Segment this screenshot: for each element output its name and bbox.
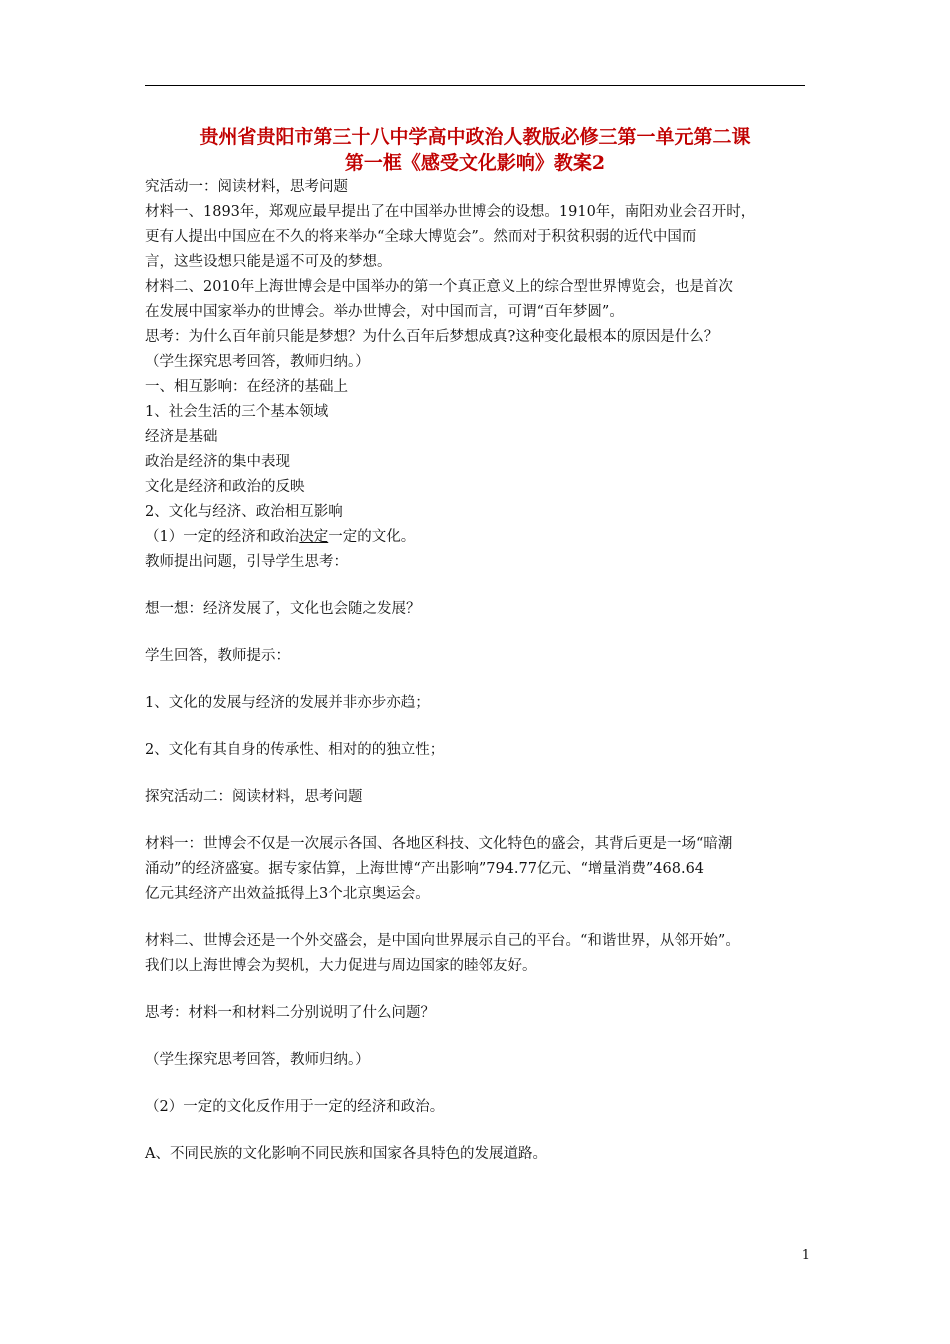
paragraph-line: 1、社会生活的三个基本领域: [145, 404, 329, 420]
underlined-term: 决定: [299, 529, 329, 545]
paragraph-line: 探究活动二：阅读材料，思考问题: [145, 789, 363, 805]
paragraph-line: 亿元其经济产出效益抵得上3个北京奥运会。: [145, 886, 430, 902]
header-rule: [145, 85, 805, 86]
paragraph-line: 文化是经济和政治的反映: [145, 479, 305, 495]
paragraph-line: 涌动”的经济盛宴。据专家估算，上海世博“产出影响”794.77亿元、“增量消费”468.64: [145, 861, 705, 877]
paragraph-line: （学生探究思考回答，教师归纳。）: [145, 354, 370, 370]
paragraph-line: A、不同民族的文化影响不同民族和国家各具特色的发展道路。: [145, 1146, 547, 1162]
line-text: （1）一定的经济和政治: [145, 529, 300, 545]
document-title-line-2: 第一框《感受文化影响》教案2: [344, 152, 606, 174]
paragraph-line: 思考：材料一和材料二分别说明了什么问题？: [145, 1005, 435, 1021]
paragraph-line: 2、文化与经济、政治相互影响: [145, 504, 343, 520]
section-heading: 一、相互影响：在经济的基础上: [145, 379, 348, 395]
paragraph-line: 想一想：经济发展了，文化也会随之发展？: [145, 601, 421, 617]
paragraph-line: 材料二、世博会还是一个外交盛会，是中国向世界展示自己的平台。“和谐世界，从邻开始”。: [145, 933, 740, 949]
paragraph-line: 1、文化的发展与经济的发展并非亦步亦趋；: [145, 695, 430, 711]
paragraph-line: 政治是经济的集中表现: [145, 454, 290, 470]
paragraph-line: （2）一定的文化反作用于一定的经济和政治。: [145, 1099, 445, 1115]
paragraph-line: 思考：为什么百年前只能是梦想？为什么百年后梦想成真?这种变化最根本的原因是什么？: [145, 329, 719, 345]
paragraph-line: 2、文化有其自身的传承性、相对的的独立性；: [145, 742, 445, 758]
paragraph-line: 教师提出问题，引导学生思考：: [145, 554, 348, 570]
paragraph-line: 学生回答，教师提示：: [145, 648, 290, 664]
paragraph-line: 我们以上海世博会为契机，大力促进与周边国家的睦邻友好。: [145, 958, 537, 974]
paragraph-line: （学生探究思考回答，教师归纳。）: [145, 1052, 370, 1068]
paragraph-line: 材料一：世博会不仅是一次展示各国、各地区科技、文化特色的盛会，其背后更是一场“暗潮: [145, 836, 733, 852]
paragraph-line: 言，这些设想只能是遥不可及的梦想。: [145, 254, 392, 270]
page-number: 1: [801, 1248, 810, 1263]
line-text: 一定的文化。: [328, 529, 416, 545]
document-title-line-1: 贵州省贵阳市第三十八中学高中政治人教版必修三第一单元第二课: [199, 126, 751, 148]
paragraph-line: 材料二、2010年上海世博会是中国举办的第一个真正意义上的综合型世界博览会，也是首次: [145, 279, 733, 295]
paragraph-line: [145, 527, 810, 547]
paragraph-line: 经济是基础: [145, 429, 218, 445]
paragraph-line: 究活动一：阅读材料，思考问题: [145, 179, 348, 195]
paragraph-line: 在发展中国家举办的世博会。举办世博会，对中国而言，可谓“百年梦圆”。: [145, 304, 624, 320]
paragraph-line: 更有人提出中国应在不久的将来举办“全球大博览会”。然而对于积贫积弱的近代中国而: [145, 229, 697, 245]
paragraph-line: 材料一、1893年，郑观应最早提出了在中国举办世博会的设想。1910年，南阳劝业会召开时，: [145, 204, 756, 220]
